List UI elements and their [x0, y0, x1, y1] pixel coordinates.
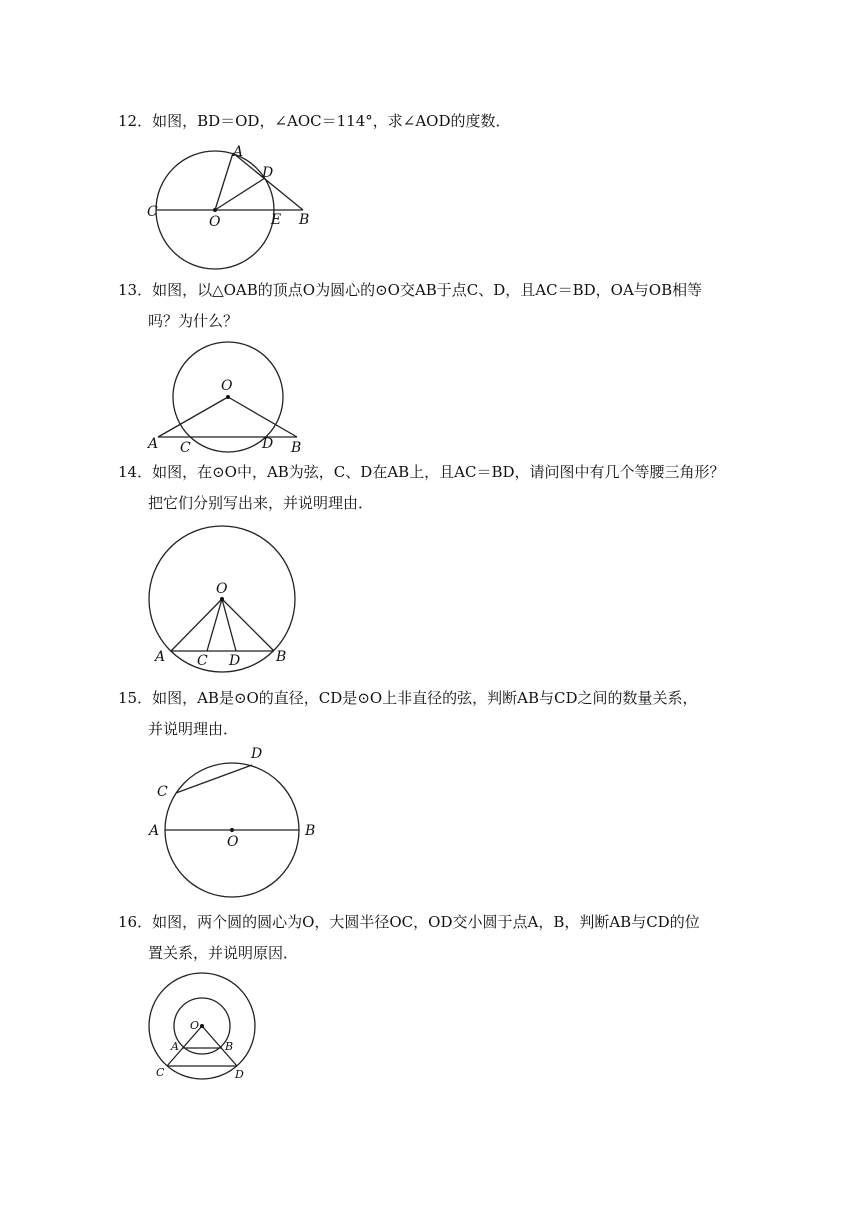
label-b: B	[305, 823, 316, 839]
label-c: C	[180, 440, 191, 456]
question-13-text-line1: 13．如图，以△OAB的顶点O为圆心的⊙O交AB于点C、D，且AC＝BD，OA与OB相等	[118, 281, 703, 299]
segment-oa	[158, 397, 228, 437]
question-13-figure	[145, 350, 310, 455]
label-o: O	[209, 214, 221, 230]
question-15-figure	[145, 745, 325, 905]
question-16-figure	[145, 970, 255, 1085]
label-c: C	[197, 653, 208, 669]
label-a: A	[148, 436, 159, 452]
label-a: A	[149, 823, 160, 839]
segment-ab	[233, 153, 303, 210]
segment-ob	[222, 599, 274, 651]
label-d: D	[262, 165, 274, 181]
segment-ob	[228, 397, 297, 437]
question-16-text-line1: 16．如图，两个圆的圆心为O，大圆半径OC，OD交小圆于点A，B，判断AB与CD的位	[118, 913, 700, 931]
question-14-text-line2: 把它们分别写出来，并说明理由．	[148, 494, 374, 512]
question-14-text-line1: 14．如图，在⊙O中，AB为弦，C、D在AB上，且AC＝BD，请问图中有几个等腰三角形？	[118, 463, 725, 481]
center-point	[226, 395, 230, 399]
question-14-figure	[145, 523, 305, 673]
segment-oa	[215, 153, 233, 210]
label-c: C	[147, 204, 158, 220]
center-point	[220, 597, 224, 601]
label-d: D	[262, 436, 274, 452]
label-b: B	[299, 212, 310, 228]
label-c: C	[156, 1066, 165, 1079]
question-12-text: 12．如图，BD＝OD，∠AOC＝114°，求∠AOD的度数．	[118, 112, 511, 130]
label-o: O	[227, 834, 239, 850]
label-b: B	[291, 440, 302, 456]
label-d: D	[251, 746, 263, 762]
question-15-text-line2: 并说明理由．	[148, 720, 239, 738]
label-o: O	[216, 581, 228, 597]
label-a: A	[171, 1040, 179, 1053]
question-13-text-line2: 吗？为什么？	[148, 312, 239, 330]
label-o: O	[190, 1019, 200, 1032]
question-16-text-line2: 置关系，并说明原因．	[148, 944, 299, 962]
question-12-figure	[140, 140, 320, 235]
chord-cd	[176, 765, 252, 793]
center-point	[200, 1024, 204, 1028]
label-d: D	[235, 1068, 244, 1081]
center-point	[213, 208, 217, 212]
label-o: O	[221, 378, 233, 394]
label-a: A	[155, 649, 166, 665]
label-a: A	[233, 144, 244, 160]
label-d: D	[229, 653, 241, 669]
label-c: C	[157, 784, 168, 800]
question-15-text-line1: 15．如图，AB是⊙O的直径，CD是⊙O上非直径的弦，判断AB与CD之间的数量关系，	[118, 689, 698, 707]
segment-od	[215, 178, 265, 210]
label-b: B	[225, 1040, 234, 1053]
label-b: B	[276, 649, 287, 665]
label-e: E	[271, 212, 282, 228]
center-point	[230, 828, 234, 832]
